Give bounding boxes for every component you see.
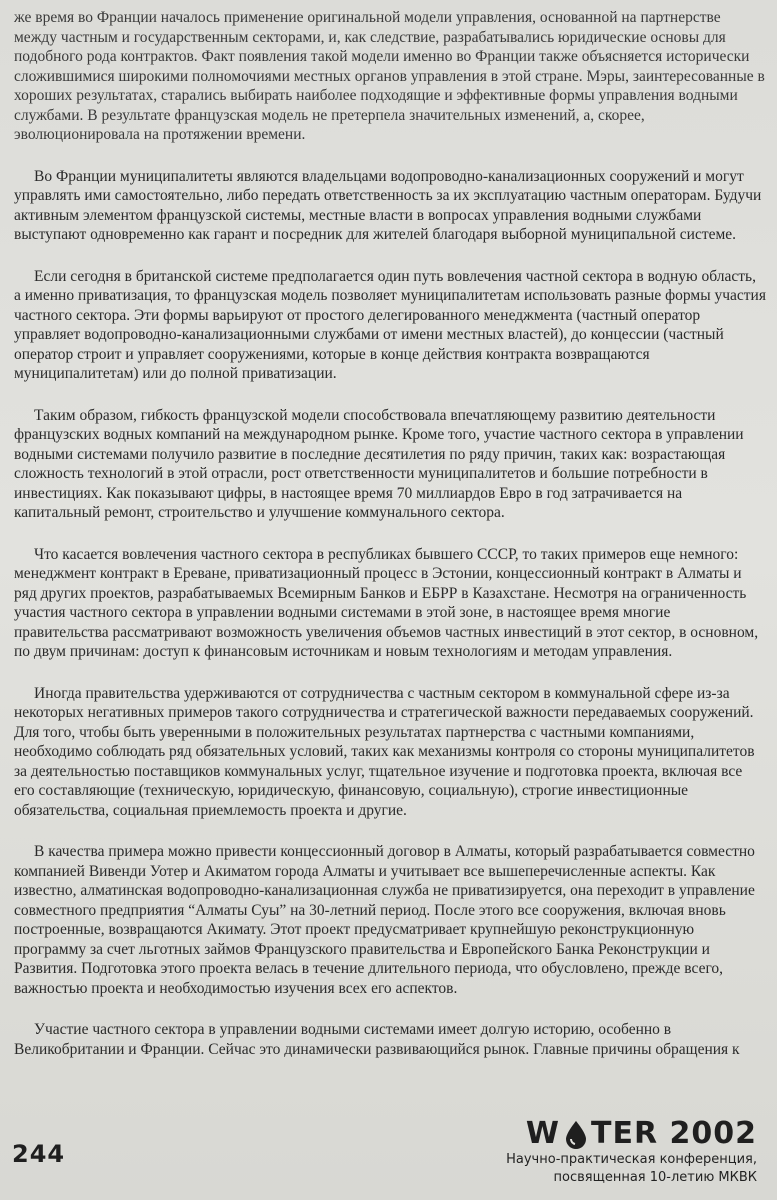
page-footer: [0, 1112, 777, 1192]
paragraph-2: Во Франции муниципалитеты являются владельцами водопроводно-канализационных сооружений и могут управлять ими самостоятельно, либо передать ответственность за их эксплуатацию частным операторам. Будучи активным элементом французской системы, местные власти в вопросах управления водными службами выступают одновременно как гарант и посредник для жителей благодаря выборной муниципальной системе.: [14, 167, 762, 243]
paragraph-4: Таким образом, гибкость французской модели способствовала впечатляющему развитию деятельности французских водных компаний на международном рынке. Кроме того, участие частного сектора в управлении водными системами получило развитие в последние десятилетия по ряду причин, таких как: возрастающая сложность технологий в этой отрасли, рост ответственности муниципалитетов и большие потребности в инвестициях. Как показывают цифры, в настоящее время 70 миллиардов Евро в год затрачивается на капитальный ремонт, строительство и улучшение коммунального сектора.: [14, 406, 744, 521]
logo-title: [506, 1118, 757, 1150]
logo-subtitle-line1: Научно-практическая конференция,: [506, 1152, 757, 1167]
paragraph-6: Иногда правительства удерживаются от сотрудничества с частным сектором в коммунальной сфере из-за некоторых негативных примеров такого сотрудничества и стратегической важности передаваемых сооружений. Для того, чтобы быть уверенными в положительных результатах партнерства с частными компаниями, необходимо соблюдать ряд обязательных условий, таких как механизмы контроля со стороны муниципалитетов за деятельностью поставщиков коммунальных услуг, тщательное изучение и подготовка проекта, включая все его составляющие (техническую, юридическую, финансовую, социальную), строгие инвестиционные обязательства, социальная приемлемость проекта и другие.: [14, 684, 755, 819]
paragraph-5: Что касается вовлечения частного сектора в республиках бывшего СССР, то таких примеров еще немного: менеджмент контракт в Ереване, приватизационный процесс в Эстонии, концессионный контракт в Алматы и ряд других проектов, разрабатываемых Всемирным Банков и ЕБРР в Казахстане. Несмотря на ограниченность участия частного сектора в управлении водными системами в этой зоне, в настоящее время многие правительства рассматривают возможность увеличения объемов частных инвестиций в этот сектор, в основном, по двум причинам: доступ к финансовым источникам и новым технологиям и методам управления.: [14, 545, 759, 660]
paragraph-8: Участие частного сектора в управлении водными системами имеет долгую историю, особенно в Великобритании и Франции. Сейчас это динамически развивающийся рынок. Главные причины обращения к: [14, 1021, 740, 1058]
page-number: 244: [12, 1140, 66, 1168]
paragraph-1: же время во Франции началось применение оригинальной модели управления, основанной на партнерстве между частным и государственным секторами, и, как следствие, разрабатывались юридические основы для подобного рода контрактов. Факт появления такой модели именно во Франции также объясняется исторически сложившимися широкими полномочиями местных органов управления в этой стране. Мэры, заинтересованные в хороших результатах, старались выбирать наиболее подходящие и эффективные формы управления водными службами. В результате французская модель не претерпела значительных изменений, а, скорее, эволюционировала на протяжении времени.: [14, 9, 765, 143]
conference-logo: [506, 1118, 757, 1186]
paragraph-7: В качества примера можно привести концессионный договор в Алматы, который разрабатывается совместно компанией Вивенди Уотер и Акиматом города Алматы и учитывает все вышеперечисленные аспекты. Как известно, алматинская водопроводно-канализационная служба не приватизируется, она переходит в управление совместного предприятия “Алматы Суы” на 30-летний период. После этого все сооружения, включая вновь построенные, возвращаются Акимату. Этот проект предусматривает крупнейшую реконструкционную программу за счет льготных займов Французского правительства и Европейского Банка Реконструкции и Развития. Подготовка этого проекта велась в течение длительного периода, что обусловлено, прежде всего, важностью проекта и необходимостью изучения всех его аспектов.: [14, 843, 755, 997]
logo-subtitle-line2: посвященная 10-летию МКВК: [553, 1170, 757, 1185]
logo-text-right: TER 2002: [591, 1116, 757, 1151]
document-body: [14, 8, 766, 1081]
water-drop-icon: [563, 1119, 589, 1149]
paragraph-3: Если сегодня в британской системе предполагается один путь вовлечения частной сектора в водную область, а именно приватизация, то французская модель позволяет муниципалитетам использовать разные формы участия частного сектора. Эти формы варьируют от простого делегированного менеджмента (частный оператор управляет водопроводно-канализационными службами от имени местных властей), до концессии (частный оператор строит и управляет сооружениями, которые в конце действия контракта возвращаются муниципалитетам) или до полной приватизации.: [14, 267, 766, 382]
logo-text-left: W: [525, 1116, 560, 1151]
